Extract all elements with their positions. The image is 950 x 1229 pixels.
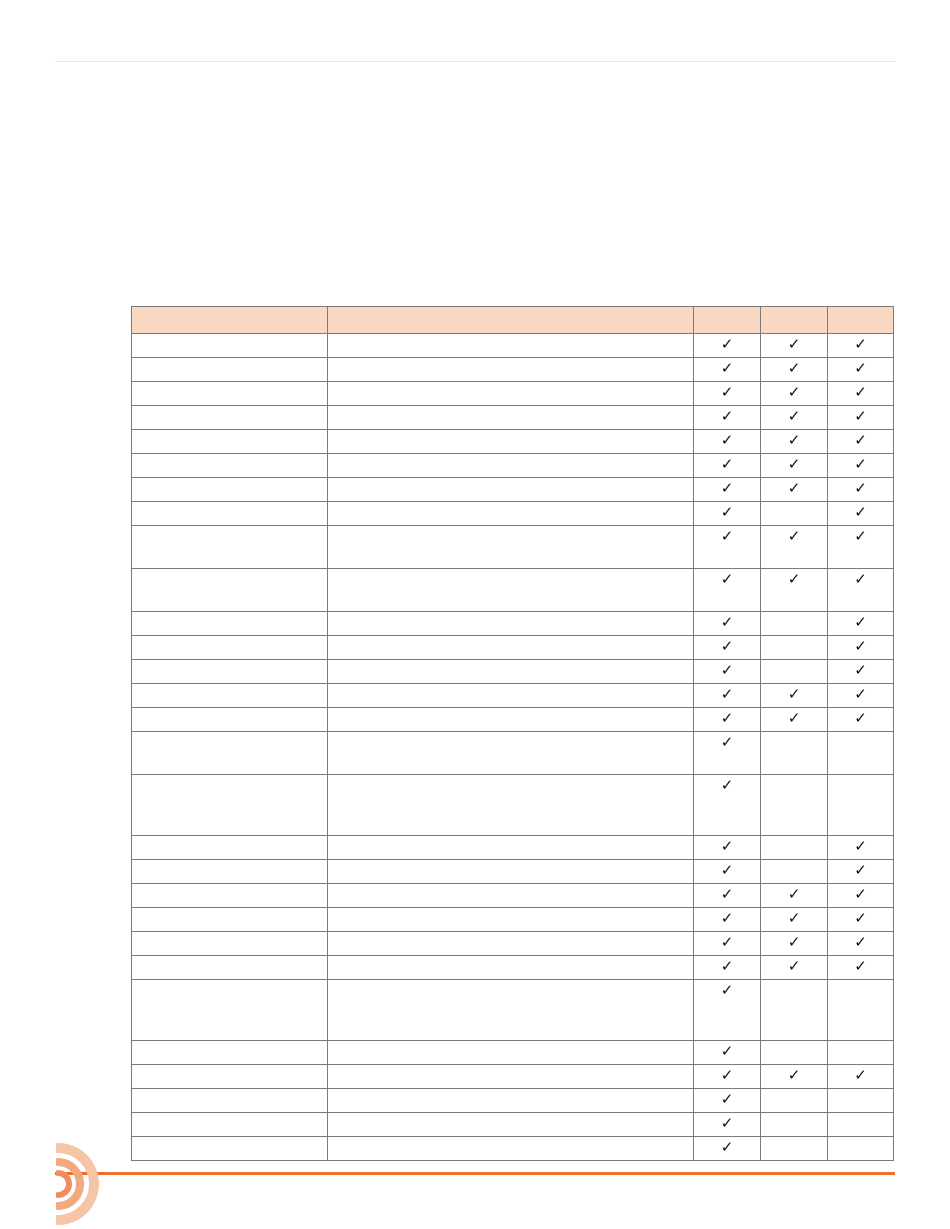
- model-3-cell: [828, 478, 894, 502]
- checkmark-icon: ✓: [787, 360, 801, 377]
- checkmark-icon: ✓: [787, 958, 801, 975]
- header-divider: [55, 61, 895, 62]
- model-2-cell: [761, 1065, 828, 1089]
- feature-cell: [132, 454, 328, 478]
- checkmark-icon: ✓: [720, 336, 734, 353]
- checkmark-icon: ✓: [854, 571, 867, 588]
- checkmark-icon: ✓: [854, 838, 867, 855]
- header-model-2: [761, 307, 828, 334]
- checkmark-icon: ✓: [854, 862, 867, 879]
- feature-cell: [132, 775, 328, 836]
- model-2-cell: [761, 908, 828, 932]
- model-1-cell: [694, 1137, 761, 1161]
- checkmark-icon: ✓: [720, 384, 734, 401]
- model-3-cell: [828, 660, 894, 684]
- checkmark-icon: ✓: [787, 384, 801, 401]
- feature-cell: [132, 1089, 328, 1113]
- model-3-cell: [828, 708, 894, 732]
- table-row: [132, 1041, 894, 1065]
- description-cell: [328, 684, 694, 708]
- checkmark-icon: ✓: [854, 432, 867, 449]
- checkmark-icon: ✓: [720, 910, 734, 927]
- model-2-cell: [761, 478, 828, 502]
- checkmark-icon: ✓: [720, 614, 734, 631]
- table-row: [132, 908, 894, 932]
- feature-cell: [132, 569, 328, 612]
- header-description: [328, 307, 694, 334]
- checkmark-icon: ✓: [854, 456, 867, 473]
- table-row: [132, 406, 894, 430]
- feature-cell: [132, 836, 328, 860]
- model-2-cell: [761, 358, 828, 382]
- checkmark-icon: ✓: [720, 934, 734, 951]
- description-cell: [328, 932, 694, 956]
- model-1-cell: [694, 1041, 761, 1065]
- table-row: [132, 569, 894, 612]
- description-cell: [328, 884, 694, 908]
- checkmark-icon: ✓: [720, 886, 734, 903]
- checkmark-icon: ✓: [854, 528, 867, 545]
- table-row: [132, 454, 894, 478]
- table-row: [132, 860, 894, 884]
- description-cell: [328, 860, 694, 884]
- model-3-cell: [828, 334, 894, 358]
- model-2-cell: [761, 1113, 828, 1137]
- feature-cell: [132, 1065, 328, 1089]
- feature-cell: [132, 860, 328, 884]
- table-row: [132, 884, 894, 908]
- feature-cell: [132, 612, 328, 636]
- table-row: [132, 1113, 894, 1137]
- model-1-cell: [694, 502, 761, 526]
- table-body: [132, 334, 894, 1161]
- model-3-cell: [828, 454, 894, 478]
- model-1-cell: [694, 908, 761, 932]
- table-row: [132, 358, 894, 382]
- checkmark-icon: ✓: [720, 1067, 734, 1084]
- checkmark-icon: ✓: [720, 662, 734, 679]
- model-1-cell: [694, 382, 761, 406]
- checkmark-icon: ✓: [787, 456, 801, 473]
- model-3-cell: [828, 732, 894, 775]
- model-3-cell: [828, 908, 894, 932]
- checkmark-icon: ✓: [720, 1091, 734, 1108]
- feature-cell: [132, 980, 328, 1041]
- header-model-3: [828, 307, 894, 334]
- checkmark-icon: ✓: [854, 686, 867, 703]
- model-2-cell: [761, 684, 828, 708]
- checkmark-icon: ✓: [787, 432, 801, 449]
- checkmark-icon: ✓: [787, 710, 801, 727]
- checkmark-icon: ✓: [720, 1115, 734, 1132]
- table-header: [132, 307, 894, 334]
- description-cell: [328, 775, 694, 836]
- checkmark-icon: ✓: [720, 734, 734, 751]
- model-3-cell: [828, 884, 894, 908]
- feature-cell: [132, 660, 328, 684]
- table-row: [132, 932, 894, 956]
- checkmark-icon: ✓: [720, 480, 734, 497]
- model-1-cell: [694, 636, 761, 660]
- description-cell: [328, 956, 694, 980]
- description-cell: [328, 569, 694, 612]
- checkmark-icon: ✓: [854, 638, 867, 655]
- feature-cell: [132, 406, 328, 430]
- description-cell: [328, 478, 694, 502]
- feature-cell: [132, 732, 328, 775]
- table-row: [132, 732, 894, 775]
- checkmark-icon: ✓: [787, 528, 801, 545]
- checkmark-icon: ✓: [787, 408, 801, 425]
- feature-cell: [132, 478, 328, 502]
- description-cell: [328, 502, 694, 526]
- table-row: [132, 478, 894, 502]
- feature-cell: [132, 708, 328, 732]
- model-2-cell: [761, 382, 828, 406]
- model-3-cell: [828, 636, 894, 660]
- description-cell: [328, 1065, 694, 1089]
- model-2-cell: [761, 502, 828, 526]
- model-2-cell: [761, 569, 828, 612]
- model-3-cell: [828, 569, 894, 612]
- checkmark-icon: ✓: [720, 360, 734, 377]
- model-1-cell: [694, 1089, 761, 1113]
- model-1-cell: [694, 775, 761, 836]
- model-3-cell: [828, 358, 894, 382]
- model-1-cell: [694, 612, 761, 636]
- model-2-cell: [761, 980, 828, 1041]
- model-1-cell: [694, 836, 761, 860]
- description-cell: [328, 1041, 694, 1065]
- model-2-cell: [761, 334, 828, 358]
- feature-cell: [132, 382, 328, 406]
- model-1-cell: [694, 884, 761, 908]
- checkmark-icon: ✓: [787, 934, 801, 951]
- checkmark-icon: ✓: [854, 408, 867, 425]
- model-3-cell: [828, 406, 894, 430]
- table-row: [132, 684, 894, 708]
- table-row: [132, 956, 894, 980]
- model-2-cell: [761, 430, 828, 454]
- model-3-cell: [828, 1113, 894, 1137]
- description-cell: [328, 430, 694, 454]
- model-2-cell: [761, 1041, 828, 1065]
- model-1-cell: [694, 708, 761, 732]
- model-2-cell: [761, 1137, 828, 1161]
- feature-cell: [132, 932, 328, 956]
- model-1-cell: [694, 454, 761, 478]
- feature-cell: [132, 430, 328, 454]
- feature-cell: [132, 684, 328, 708]
- feature-cell: [132, 1113, 328, 1137]
- table-row: [132, 660, 894, 684]
- model-1-cell: [694, 1065, 761, 1089]
- model-1-cell: [694, 660, 761, 684]
- description-cell: [328, 708, 694, 732]
- feature-cell: [132, 884, 328, 908]
- model-3-cell: [828, 775, 894, 836]
- model-2-cell: [761, 956, 828, 980]
- description-cell: [328, 406, 694, 430]
- table-header-row: [132, 307, 894, 334]
- description-cell: [328, 382, 694, 406]
- description-cell: [328, 454, 694, 478]
- model-1-cell: [694, 406, 761, 430]
- checkmark-icon: ✓: [854, 1067, 867, 1084]
- feature-comparison-table: [131, 306, 894, 1161]
- checkmark-icon: ✓: [854, 614, 867, 631]
- description-cell: [328, 1113, 694, 1137]
- feature-cell: [132, 1137, 328, 1161]
- checkmark-icon: ✓: [720, 838, 734, 855]
- description-cell: [328, 836, 694, 860]
- checkmark-icon: ✓: [854, 384, 867, 401]
- checkmark-icon: ✓: [720, 571, 734, 588]
- description-cell: [328, 612, 694, 636]
- model-2-cell: [761, 708, 828, 732]
- checkmark-icon: ✓: [787, 1067, 801, 1084]
- table-row: [132, 836, 894, 860]
- checkmark-icon: ✓: [720, 432, 734, 449]
- checkmark-icon: ✓: [720, 528, 734, 545]
- footer-divider: [55, 1172, 895, 1175]
- model-1-cell: [694, 526, 761, 569]
- description-cell: [328, 660, 694, 684]
- model-2-cell: [761, 1089, 828, 1113]
- model-3-cell: [828, 1065, 894, 1089]
- model-3-cell: [828, 1089, 894, 1113]
- model-2-cell: [761, 636, 828, 660]
- checkmark-icon: ✓: [720, 638, 734, 655]
- checkmark-icon: ✓: [720, 777, 734, 794]
- header-feature: [132, 307, 328, 334]
- description-cell: [328, 358, 694, 382]
- description-cell: [328, 908, 694, 932]
- model-1-cell: [694, 569, 761, 612]
- sound-wave-logo: [56, 1142, 112, 1226]
- checkmark-icon: ✓: [787, 336, 801, 353]
- feature-cell: [132, 502, 328, 526]
- table-row: [132, 382, 894, 406]
- model-2-cell: [761, 454, 828, 478]
- table-row: [132, 430, 894, 454]
- checkmark-icon: ✓: [720, 408, 734, 425]
- table-row: [132, 526, 894, 569]
- feature-cell: [132, 636, 328, 660]
- table-row: [132, 775, 894, 836]
- table-row: [132, 1065, 894, 1089]
- checkmark-icon: ✓: [720, 862, 734, 879]
- table-row: [132, 1137, 894, 1161]
- feature-cell: [132, 956, 328, 980]
- checkmark-icon: ✓: [787, 571, 801, 588]
- description-cell: [328, 1137, 694, 1161]
- checkmark-icon: ✓: [787, 886, 801, 903]
- model-2-cell: [761, 860, 828, 884]
- checkmark-icon: ✓: [720, 686, 734, 703]
- model-3-cell: [828, 430, 894, 454]
- checkmark-icon: ✓: [854, 910, 867, 927]
- model-1-cell: [694, 1113, 761, 1137]
- checkmark-icon: ✓: [787, 480, 801, 497]
- header-model-1: [694, 307, 761, 334]
- model-1-cell: [694, 430, 761, 454]
- model-1-cell: [694, 684, 761, 708]
- description-cell: [328, 980, 694, 1041]
- feature-cell: [132, 358, 328, 382]
- model-3-cell: [828, 932, 894, 956]
- table-row: [132, 636, 894, 660]
- model-2-cell: [761, 884, 828, 908]
- model-3-cell: [828, 956, 894, 980]
- model-3-cell: [828, 980, 894, 1041]
- feature-cell: [132, 334, 328, 358]
- model-3-cell: [828, 1041, 894, 1065]
- checkmark-icon: ✓: [854, 360, 867, 377]
- checkmark-icon: ✓: [854, 504, 867, 521]
- description-cell: [328, 636, 694, 660]
- description-cell: [328, 732, 694, 775]
- checkmark-icon: ✓: [854, 710, 867, 727]
- model-2-cell: [761, 932, 828, 956]
- model-2-cell: [761, 775, 828, 836]
- description-cell: [328, 334, 694, 358]
- table-row: [132, 612, 894, 636]
- model-1-cell: [694, 956, 761, 980]
- table-row: [132, 980, 894, 1041]
- checkmark-icon: ✓: [720, 958, 734, 975]
- checkmark-icon: ✓: [854, 886, 867, 903]
- model-3-cell: [828, 526, 894, 569]
- table-row: [132, 708, 894, 732]
- model-3-cell: [828, 860, 894, 884]
- checkmark-icon: ✓: [854, 934, 867, 951]
- model-1-cell: [694, 980, 761, 1041]
- table-row: [132, 502, 894, 526]
- description-cell: [328, 526, 694, 569]
- checkmark-icon: ✓: [787, 686, 801, 703]
- model-3-cell: [828, 502, 894, 526]
- model-3-cell: [828, 1137, 894, 1161]
- model-2-cell: [761, 612, 828, 636]
- model-1-cell: [694, 732, 761, 775]
- feature-cell: [132, 526, 328, 569]
- checkmark-icon: ✓: [854, 480, 867, 497]
- model-2-cell: [761, 732, 828, 775]
- model-1-cell: [694, 334, 761, 358]
- checkmark-icon: ✓: [720, 1139, 734, 1156]
- model-2-cell: [761, 406, 828, 430]
- model-3-cell: [828, 684, 894, 708]
- checkmark-icon: ✓: [854, 662, 867, 679]
- checkmark-icon: ✓: [720, 504, 734, 521]
- feature-cell: [132, 1041, 328, 1065]
- checkmark-icon: ✓: [854, 336, 867, 353]
- table-row: [132, 334, 894, 358]
- table-row: [132, 1089, 894, 1113]
- model-3-cell: [828, 836, 894, 860]
- checkmark-icon: ✓: [720, 982, 734, 999]
- model-1-cell: [694, 478, 761, 502]
- model-1-cell: [694, 932, 761, 956]
- checkmark-icon: ✓: [854, 958, 867, 975]
- model-3-cell: [828, 382, 894, 406]
- checkmark-icon: ✓: [720, 456, 734, 473]
- model-1-cell: [694, 860, 761, 884]
- description-cell: [328, 1089, 694, 1113]
- checkmark-icon: ✓: [720, 1043, 734, 1060]
- model-3-cell: [828, 612, 894, 636]
- model-1-cell: [694, 358, 761, 382]
- feature-cell: [132, 908, 328, 932]
- model-2-cell: [761, 526, 828, 569]
- model-2-cell: [761, 660, 828, 684]
- checkmark-icon: ✓: [720, 710, 734, 727]
- model-2-cell: [761, 836, 828, 860]
- checkmark-icon: ✓: [787, 910, 801, 927]
